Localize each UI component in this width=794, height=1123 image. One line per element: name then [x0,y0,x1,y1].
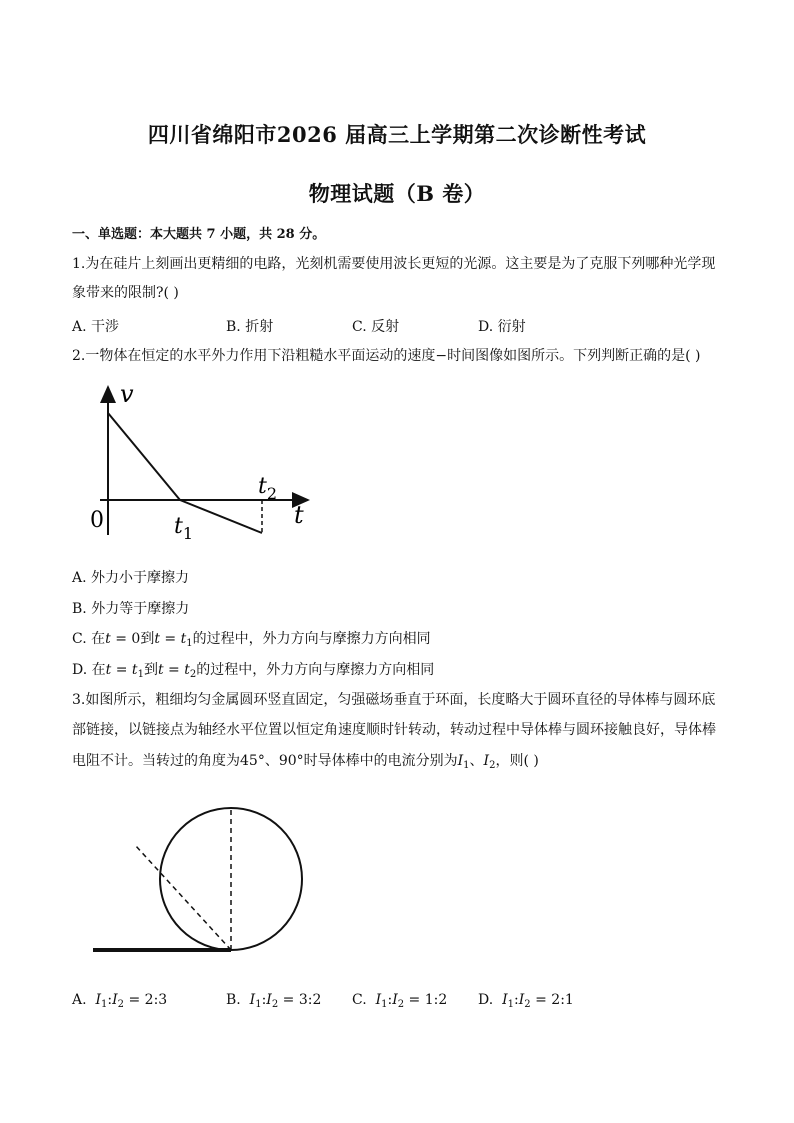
section-heading: 一、单选题：本大题共 7 小题，共 28 分。 [72,227,326,242]
q1-option-d[interactable]: D. 衍射 [478,319,526,335]
page-subtitle: 物理试题（B 卷） [308,181,486,206]
q1-stem-line1: 1.为在硅片上刻画出更精细的电路，光刻机需要使用波长更短的光源。这主要是为了克服下列哪种光学现 [72,256,716,272]
q3-option-d[interactable]: D. $I_1:I_2$ = 2:1 [478,992,574,1010]
q2-option-c[interactable]: C. 在t = 0到$t = t_1$的过程中，外力方向与摩擦力方向相同 [72,631,431,649]
q3-stem-line1: 3.如图所示，粗细均匀金属圆环竖直固定，匀强磁场垂直于环面，长度略大于圆环直径的导体棒与圆环底 [72,692,716,708]
q3-stem-line3: 电阻不计。当转过的角度为45°、90°时导体棒中的电流分别为$I_1$、$I_2$，则( ) [72,753,539,771]
q2-option-d[interactable]: D. 在$t = t_1$到$t = t_2$的过程中，外力方向与摩擦力方向相同 [72,662,435,680]
graph-segment-decel [108,413,180,500]
velocity-time-graph [80,375,320,550]
t-axis-label: t [294,501,304,529]
origin-label: 0 [90,508,104,533]
q1-option-c[interactable]: C. 反射 [352,319,400,335]
rod-45-degree-dashed [135,845,231,950]
t1-label: $t_1$ [174,514,194,543]
page-title: 四川省绵阳市2026 届高三上学期第二次诊断性考试 [147,122,647,147]
q2-stem: 2.一物体在恒定的水平外力作用下沿粗糙水平面运动的速度−时间图像如图所示。下列判断正确的是( ) [72,348,701,364]
t2-label: $t_2$ [258,474,278,503]
q3-stem-line2: 部链接，以链接点为轴经水平位置以恒定角速度顺时针转动，转动过程中导体棒与圆环接触良好，导体棒 [72,722,716,738]
ring-rod-diagram [85,795,315,960]
q2-option-b[interactable]: B. 外力等于摩擦力 [72,601,190,617]
q3-option-b[interactable]: B. $I_1:I_2$ = 3:2 [226,992,322,1010]
q1-option-a[interactable]: A. 干涉 [72,319,120,335]
q1-stem-line2: 象带来的限制?( ) [72,285,179,301]
q2-option-a[interactable]: A. 外力小于摩擦力 [72,570,190,586]
v-axis-label: v [120,380,134,408]
q3-option-a[interactable]: A. $I_1:I_2$ = 2:3 [72,992,168,1010]
q1-option-b[interactable]: B. 折射 [226,319,274,335]
q3-option-c[interactable]: C. $I_1:I_2$ = 1:2 [352,992,448,1010]
